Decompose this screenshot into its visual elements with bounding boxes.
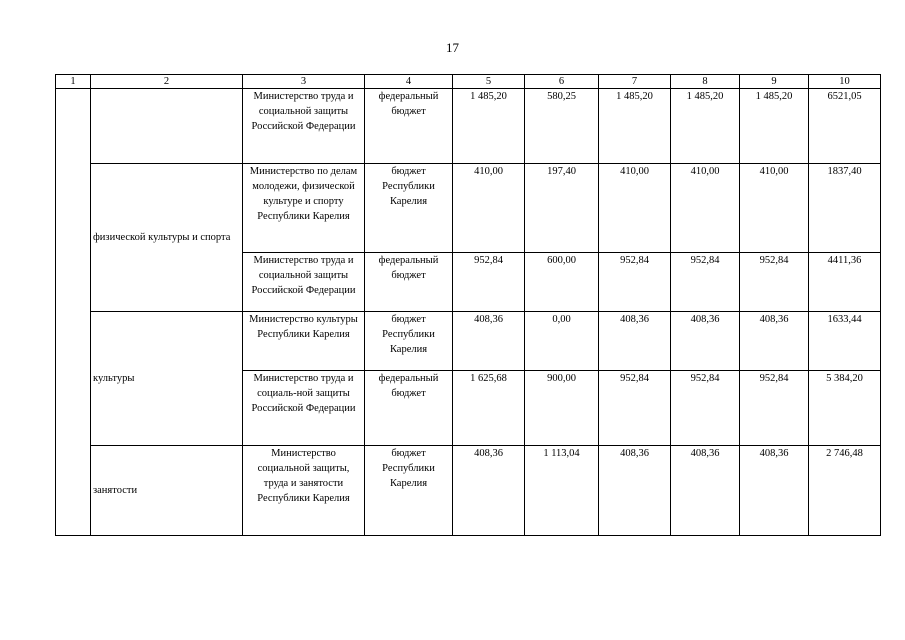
value-cell: 197,40 [525,164,599,253]
funding-source-cell: федеральный бюджет [365,253,453,312]
table-row [56,89,881,164]
column-header: 5 [453,75,525,89]
table-row [56,446,881,536]
value-cell: 2 746,48 [809,446,881,536]
value-cell: 952,84 [599,371,671,446]
value-cell: 408,36 [453,312,525,371]
program-cell [91,89,243,164]
column-header: 1 [56,75,91,89]
value-cell: 600,00 [525,253,599,312]
value-cell: 952,84 [740,371,809,446]
column-header: 3 [243,75,365,89]
page-number: 17 [446,40,459,55]
executor-cell: Министерство социальной защиты, труда и занятости Республики Карелия [243,446,365,536]
column-header: 9 [740,75,809,89]
empty-cell [56,89,91,536]
value-cell: 408,36 [740,446,809,536]
value-cell: 408,36 [671,446,740,536]
value-cell: 900,00 [525,371,599,446]
value-cell: 1 485,20 [671,89,740,164]
executor-cell: Министерство по делам молодежи, физической культуре и спорту Республики Карелия [243,164,365,253]
table-row [56,312,881,371]
value-cell: 952,84 [740,253,809,312]
value-cell: 952,84 [671,253,740,312]
value-cell: 952,84 [453,253,525,312]
value-cell: 1 625,68 [453,371,525,446]
budget-table [55,74,881,536]
value-cell: 1 485,20 [740,89,809,164]
value-cell: 410,00 [671,164,740,253]
program-cell: занятости [91,446,243,536]
executor-cell: Министерство культуры Республики Карелия [243,312,365,371]
value-cell: 1837,40 [809,164,881,253]
funding-source-cell: бюджет Республики Карелия [365,164,453,253]
value-cell: 408,36 [599,446,671,536]
value-cell: 408,36 [740,312,809,371]
funding-source-cell: бюджет Республики Карелия [365,312,453,371]
column-header: 4 [365,75,453,89]
value-cell: 408,36 [453,446,525,536]
value-cell: 1 485,20 [599,89,671,164]
value-cell: 410,00 [599,164,671,253]
value-cell: 408,36 [599,312,671,371]
funding-source-cell: бюджет Республики Карелия [365,446,453,536]
value-cell: 410,00 [453,164,525,253]
program-cell: культуры [91,312,243,446]
program-cell: физической культуры и спорта [91,164,243,312]
value-cell: 952,84 [671,371,740,446]
column-header: 2 [91,75,243,89]
value-cell: 1 113,04 [525,446,599,536]
value-cell: 1 485,20 [453,89,525,164]
value-cell: 5 384,20 [809,371,881,446]
executor-cell: Министерство труда и социальной защиты Российской Федерации [243,253,365,312]
value-cell: 4411,36 [809,253,881,312]
table-row [56,164,881,253]
column-header: 10 [809,75,881,89]
value-cell: 6521,05 [809,89,881,164]
funding-source-cell: федеральный бюджет [365,89,453,164]
column-number-row [56,75,881,89]
value-cell: 410,00 [740,164,809,253]
value-cell: 0,00 [525,312,599,371]
column-header: 6 [525,75,599,89]
value-cell: 580,25 [525,89,599,164]
executor-cell: Министерство труда и социаль-ной защиты Российской Федерации [243,371,365,446]
column-header: 8 [671,75,740,89]
executor-cell: Министерство труда и социальной защиты Российской Федерации [243,89,365,164]
value-cell: 952,84 [599,253,671,312]
value-cell: 408,36 [671,312,740,371]
column-header: 7 [599,75,671,89]
funding-source-cell: федеральный бюджет [365,371,453,446]
value-cell: 1633,44 [809,312,881,371]
